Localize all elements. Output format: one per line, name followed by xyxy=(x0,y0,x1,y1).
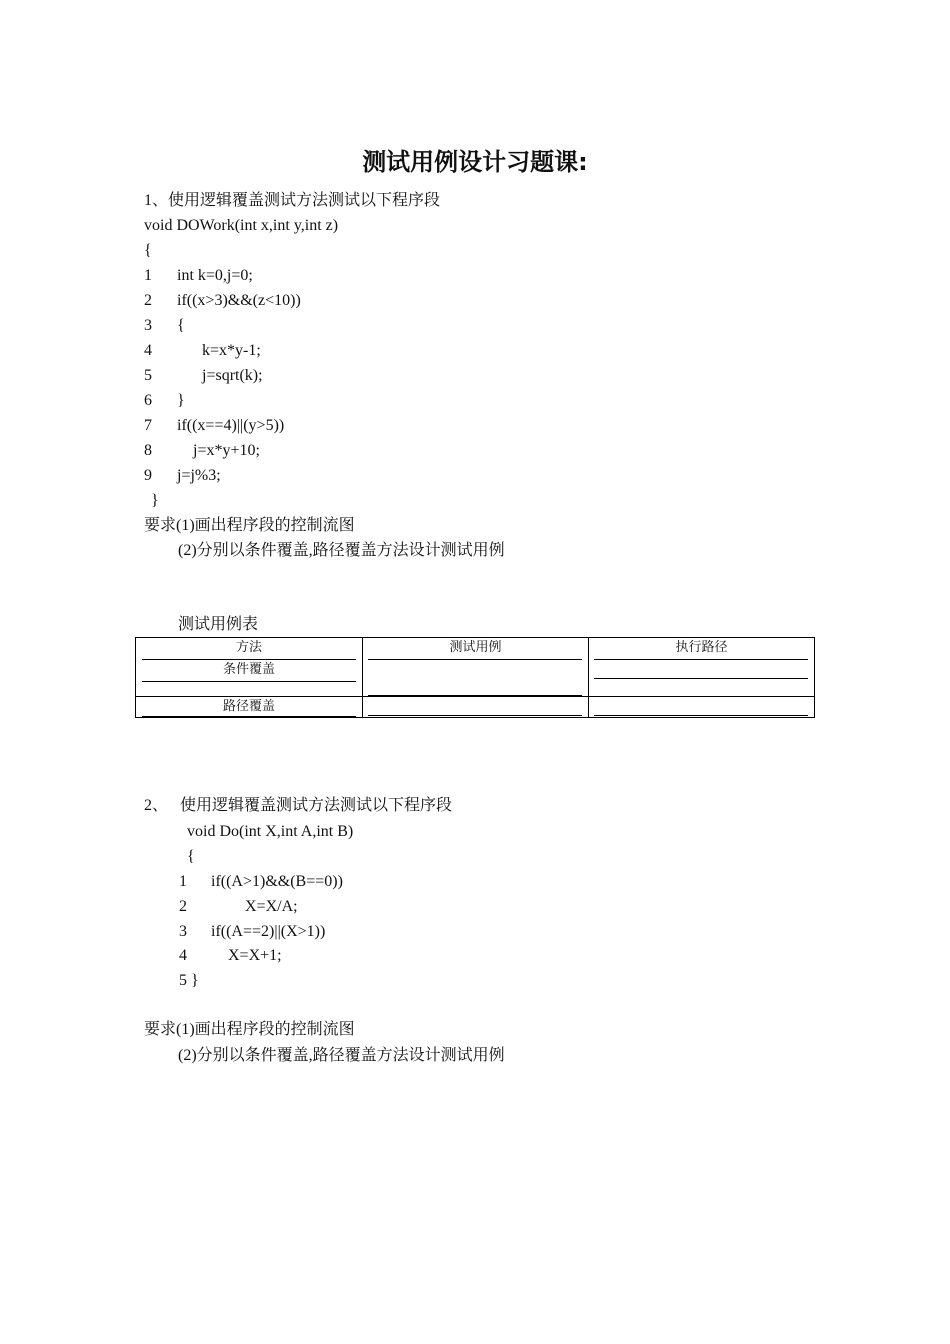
q1-line-number: 8 xyxy=(144,442,152,459)
table-header-execution-path: 执行路径 xyxy=(675,640,728,655)
q2-code-line: X=X/A; xyxy=(245,898,298,915)
q2-code-line: if((A==2)||(X>1)) xyxy=(211,923,326,940)
q2-line-number: 4 xyxy=(179,947,187,964)
table-row-path-coverage: 路径覆盖 xyxy=(222,699,275,714)
q1-requirement-1: 要求(1)画出程序段的控制流图 xyxy=(144,517,355,534)
q1-signature: void DOWork(int x,int y,int z) xyxy=(144,217,339,234)
q1-line-number: 3 xyxy=(144,317,152,334)
cell-underline xyxy=(594,678,808,679)
q1-code-line: j=sqrt(k); xyxy=(202,367,263,384)
q1-heading: 1、使用逻辑覆盖测试方法测试以下程序段 xyxy=(144,192,441,209)
q1-code-line: int k=0,j=0; xyxy=(177,267,253,284)
cell-underline xyxy=(142,659,356,660)
q1-code-line: if((x>3)&&(z<10)) xyxy=(177,292,301,309)
q1-code-line: j=x*y+10; xyxy=(193,442,260,459)
cell-underline xyxy=(368,695,582,696)
q1-code-line: { xyxy=(177,317,185,334)
q2-requirement-1: 要求(1)画出程序段的控制流图 xyxy=(144,1021,355,1038)
q2-code-line: if((A>1)&&(B==0)) xyxy=(211,873,343,890)
cell-underline xyxy=(594,715,808,716)
test-case-table xyxy=(135,637,815,718)
q2-signature: void Do(int X,int A,int B) xyxy=(187,823,354,840)
q1-close-brace: } xyxy=(151,492,159,509)
q2-line-number: 1 xyxy=(179,873,187,890)
q1-requirement-2: (2)分别以条件覆盖,路径覆盖方法设计测试用例 xyxy=(178,542,505,559)
page-title: 测试用例设计习题课: xyxy=(362,148,588,176)
q1-open-brace: { xyxy=(144,242,152,259)
q2-line-number: 2 xyxy=(179,898,187,915)
table-header-method: 方法 xyxy=(235,640,262,655)
q1-line-number: 6 xyxy=(144,392,152,409)
q2-heading: 2、 使用逻辑覆盖测试方法测试以下程序段 xyxy=(144,797,453,814)
q1-line-number: 9 xyxy=(144,467,152,484)
cell-underline xyxy=(142,716,356,717)
cell-underline xyxy=(368,715,582,716)
q1-line-number: 4 xyxy=(144,342,152,359)
q1-line-number: 1 xyxy=(144,267,152,284)
q1-line-number: 5 xyxy=(144,367,152,384)
q2-requirement-2: (2)分别以条件覆盖,路径覆盖方法设计测试用例 xyxy=(178,1047,505,1064)
q1-code-line: j=j%3; xyxy=(177,467,221,484)
q1-code-line: if((x==4)||(y>5)) xyxy=(177,417,285,434)
q1-code-line: } xyxy=(177,392,185,409)
q1-line-number: 7 xyxy=(144,417,152,434)
row-divider xyxy=(136,696,814,697)
q2-close: 5 } xyxy=(179,972,199,989)
q2-open-brace: { xyxy=(187,848,195,865)
q1-code-line: k=x*y-1; xyxy=(202,342,261,359)
q2-line-number: 3 xyxy=(179,923,187,940)
cell-underline xyxy=(594,659,808,660)
table-caption: 测试用例表 xyxy=(178,616,259,633)
table-row-condition-coverage: 条件覆盖 xyxy=(222,662,275,677)
table-header-test-case: 测试用例 xyxy=(449,640,502,655)
q2-code-line: X=X+1; xyxy=(228,947,282,964)
cell-underline xyxy=(368,659,582,660)
q1-line-number: 2 xyxy=(144,292,152,309)
cell-underline xyxy=(142,681,356,682)
